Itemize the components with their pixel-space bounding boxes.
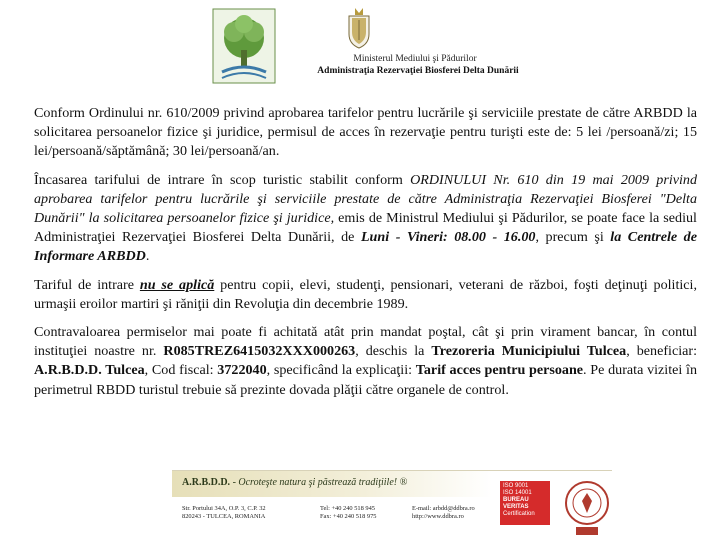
text-run: Contravaloarea permiselor mai poate fi achitată atât prin mandat poştal, cât şi prin virament bancar, în contul instituţiei noastre nr.: [34, 324, 697, 360]
text-run: , Cod fiscal:: [144, 362, 218, 379]
iso-standard: ISO 14001: [503, 490, 532, 496]
fax-number: Fax: +40 240 518 975: [320, 513, 377, 520]
text-run: , deschis la: [355, 343, 432, 360]
payment-explanation: Tarif acces pentru persoane: [415, 362, 584, 379]
text-run: , precum şi: [535, 229, 611, 246]
text-run: . Pe durata vizitei în perimetrul RBDD turistul trebuie să prezinte dovada plăţii către organele de control.: [34, 362, 697, 398]
phone-number: Tel: +40 240 518 945: [320, 505, 375, 512]
certifier-name: BUREAU VERITAS: [503, 497, 529, 510]
iso-standard: ISO 9001: [503, 483, 529, 489]
footer-banner: [172, 470, 612, 541]
office-hours: Luni - Vineri: 08.00 - 16.00: [360, 229, 536, 246]
coat-of-arms-icon: [344, 6, 374, 50]
footer-phones: [320, 505, 377, 521]
footer-acronym: A.R.B.D.D.: [182, 477, 231, 488]
ministry-name: Ministerul Mediului şi Pădurilor: [353, 54, 477, 64]
document-body: [34, 104, 697, 409]
collection-paragraph: [34, 171, 697, 267]
treasury-name: Trezoreria Municipiului Tulcea: [431, 343, 627, 360]
order-reference: ORDINULUI Nr. 610 din 19 mai 2009 privind aprobarea tarifelor pentru lucrările şi serviciile prestate de către Administraţia Rezervaţiei Biosferei "Delta Dunării" la solicitarea persoanelor fizice şi juridice,: [34, 171, 698, 227]
text-run: emis de Ministrul Mediului şi Pădurilor, se poate face la sediul Administraţiei Rezervaţiei Biosferei Delta Dunării, de: [34, 210, 697, 246]
info-centers: la Centrele de Informare ARBDD: [34, 229, 697, 265]
bank-account: R085TREZ6415032XXX000263: [163, 343, 356, 360]
text-run: .: [145, 248, 150, 265]
address-line: 820243 - TULCEA, ROMANIA: [182, 513, 266, 520]
text-run: Încasarea tarifului de intrare în scop turistic stabilit conform: [34, 171, 411, 188]
footer-contact: [412, 505, 475, 521]
iso-certification-badge: [500, 481, 550, 525]
footer-motto: [182, 477, 407, 488]
text-run: , beneficiar:: [626, 343, 697, 360]
exemption-emphasis: nu se aplică: [139, 276, 215, 293]
fiscal-code: 3722040: [217, 362, 267, 379]
motto-text: - Ocroteşte natura şi păstrează tradiţiile! ®: [230, 477, 408, 488]
email-address: E-mail: arbdd@ddbra.ro: [412, 505, 475, 512]
administration-name: Administraţia Rezervaţiei Biosferei Delta Dunării: [317, 66, 519, 76]
exemption-paragraph: [34, 276, 697, 314]
payment-paragraph: [34, 323, 697, 400]
footer-address: [182, 505, 266, 521]
beneficiary: A.R.B.D.D. Tulcea: [34, 362, 145, 379]
certification-seal-icon: [564, 475, 610, 539]
certification-label: Certification: [503, 511, 535, 517]
website-url: http://www.ddbra.ro: [412, 513, 464, 520]
letterhead: [0, 0, 720, 92]
text-run: , specificând la explicaţii:: [266, 362, 416, 379]
tree-logo-icon: [212, 8, 276, 84]
address-line: Str. Portului 34A, O.P. 3, C.P. 32: [182, 505, 266, 512]
text-run: Tariful de intrare: [34, 276, 140, 293]
fee-paragraph: Conform Ordinului nr. 610/2009 privind aprobarea tarifelor pentru lucrările şi serviciile prestate de către ARBDD la solicitarea persoanelor fizice şi juridice, permisul de acces în rezervaţie pentru turişti este de: 5 lei /persoană/zi; 15 lei/persoană/săptămână; 30 lei/persoană/an.: [34, 105, 697, 160]
text-run: pentru copii, elevi, studenţi, pensionari, veterani de război, foşti deţinuţi politici, urmaşii eroilor martiri şi răniţii din Revoluţia din decembrie 1989.: [34, 276, 697, 312]
